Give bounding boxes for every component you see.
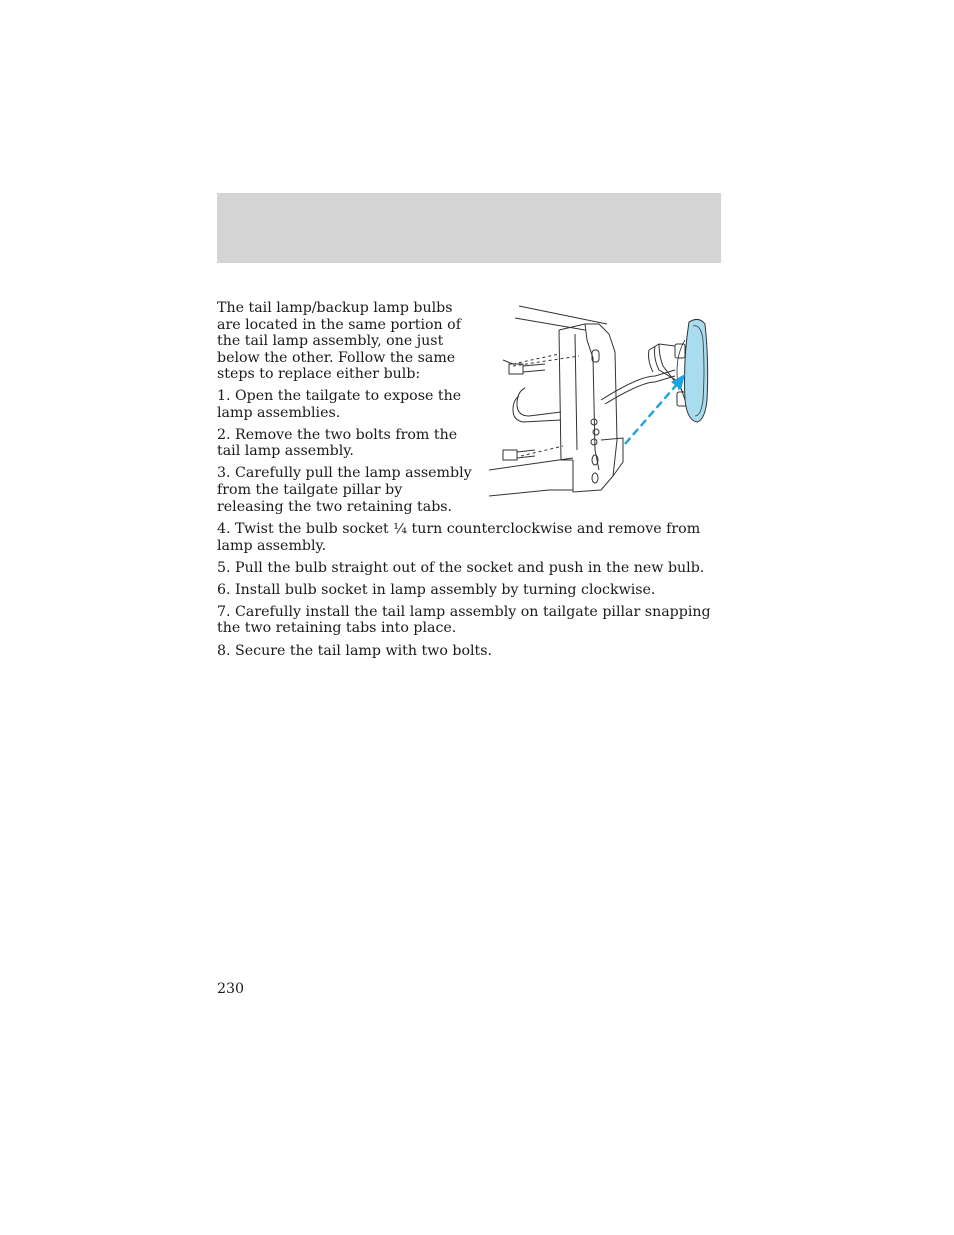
tail-lamp-illustration bbox=[489, 300, 721, 507]
step-2: 2. Remove the two bolts from the tail lamp assembly. bbox=[217, 426, 458, 460]
step-8: 8. Secure the tail lamp with two bolts. bbox=[217, 642, 493, 659]
step-7: 7. Carefully install the tail lamp assembly on tailgate pillar snapping the two retaining tabs into place. bbox=[217, 603, 711, 637]
tail-lamp-diagram bbox=[489, 300, 721, 507]
intro-paragraph bbox=[217, 300, 473, 388]
lamp-lens-shape bbox=[677, 319, 708, 422]
section-header-band bbox=[217, 193, 721, 263]
step-1: 1. Open the tailgate to expose the lamp assemblies. bbox=[217, 388, 462, 421]
step-5: 5. Pull the bulb straight out of the socket and push in the new bulb. bbox=[217, 559, 705, 576]
intro-text: The tail lamp/backup lamp bulbs are located in the same portion of the tail lamp assembly, one just below the other. Follow the same steps to replace either bulb: bbox=[217, 300, 461, 383]
step-4: 4. Twist the bulb socket ¼ turn counterclockwise and remove from lamp assembly. bbox=[217, 521, 701, 554]
steps-list-wide bbox=[217, 521, 721, 665]
step-6: 6. Install bulb socket in lamp assembly by turning clockwise. bbox=[217, 581, 656, 598]
step-3: 3. Carefully pull the lamp assembly from the tailgate pillar by releasing the two retaining tabs. bbox=[217, 465, 472, 515]
removal-arrow bbox=[625, 374, 685, 444]
page-number: 230 bbox=[217, 981, 245, 997]
steps-list-narrow bbox=[217, 388, 473, 521]
